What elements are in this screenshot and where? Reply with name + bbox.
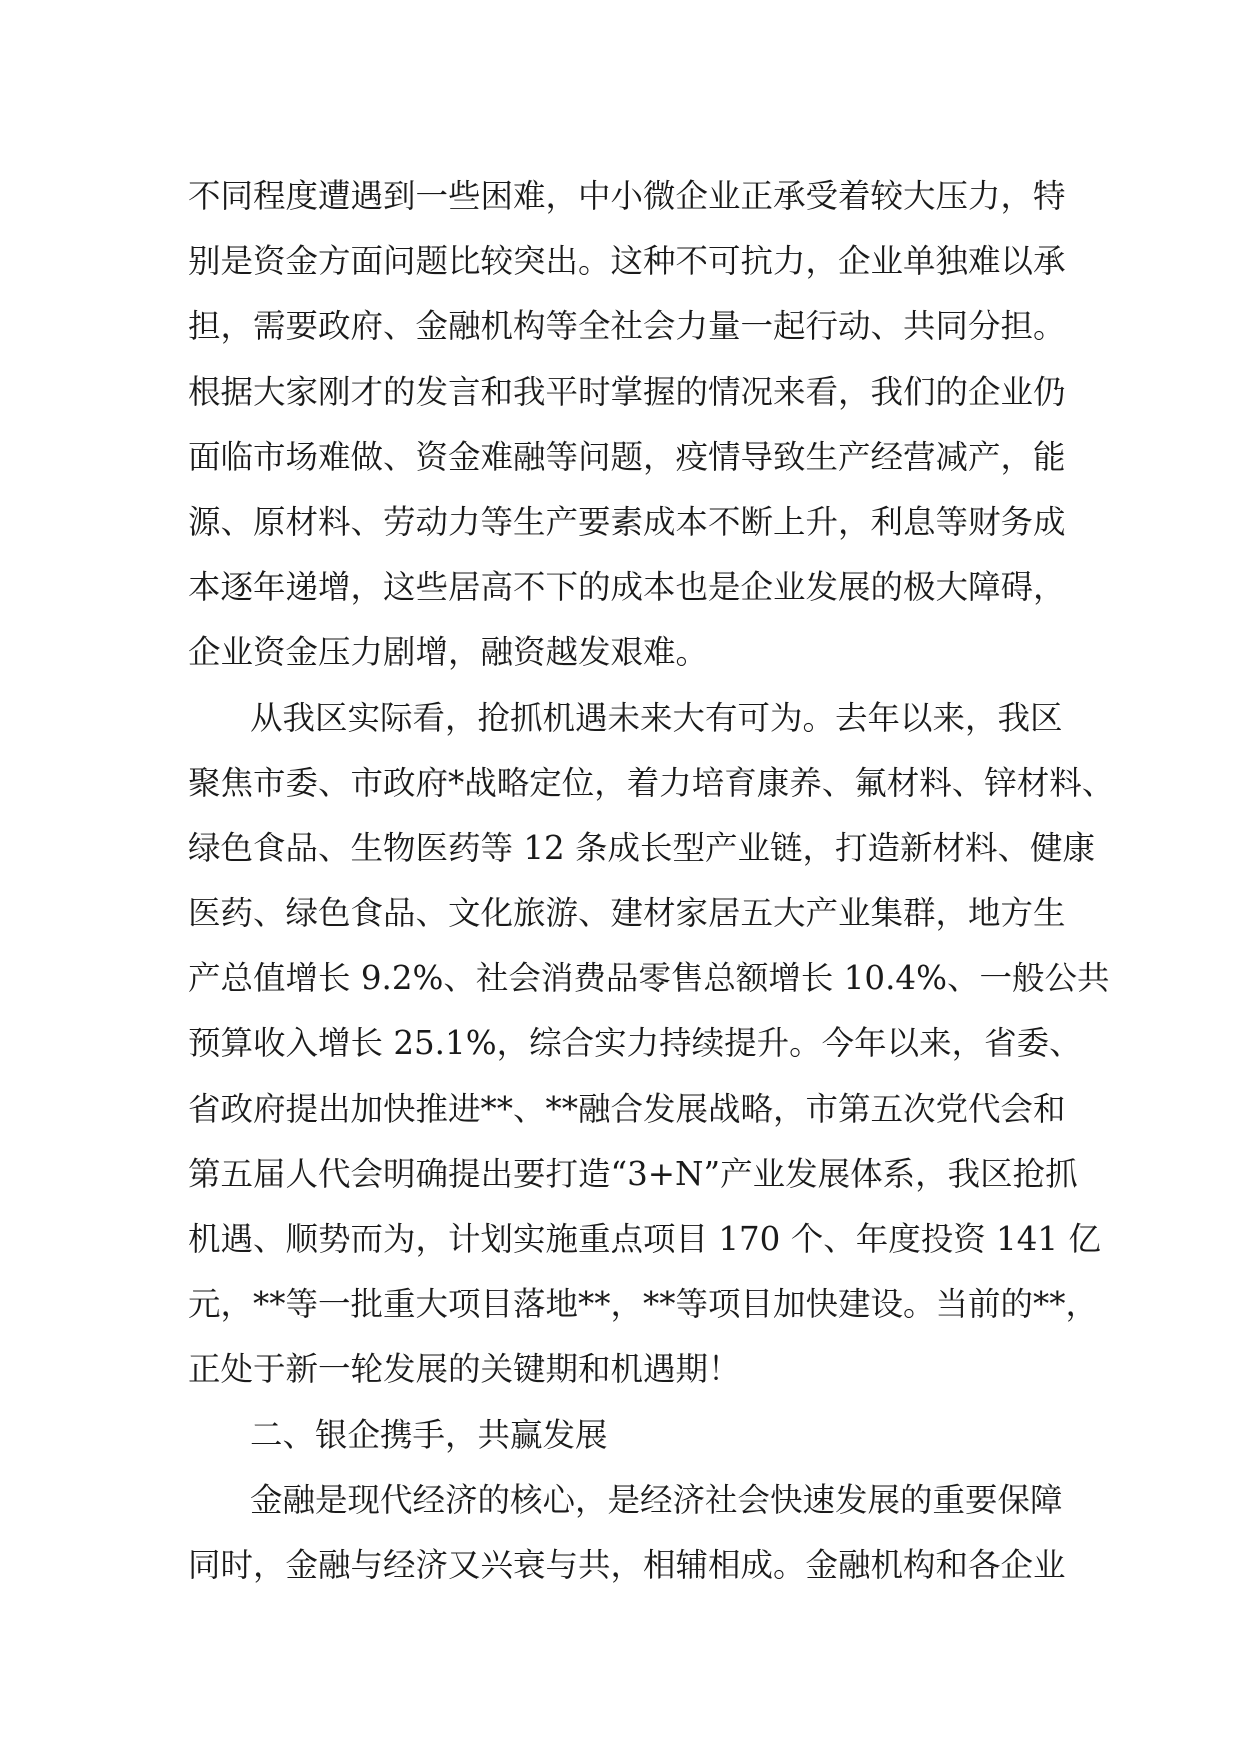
text-line: 面临市场难做、资金难融等问题，疫情导致生产经营减产，能 (188, 437, 1066, 476)
text-line: 同时，金融与经济又兴衰与共，相辅相成。金融机构和各企业 (188, 1545, 1066, 1584)
text-line: 元，**等一批重大项目落地**，**等项目加快建设。当前的**， (188, 1285, 1099, 1324)
body-text (188, 164, 1115, 1598)
text-line: 企业资金压力剧增，融资越发艰难。 (188, 633, 709, 672)
text-line: 本逐年递增，这些居高不下的成本也是企业发展的极大障碍， (188, 568, 1066, 607)
paragraph-start-line: 从我区实际看，抢抓机遇未来大有可为。去年以来，我区 (250, 698, 1063, 737)
text-line: 绿色食品、生物医药等 12 条成长型产业链，打造新材料、健康 (188, 828, 1096, 867)
text-line: 省政府提出加快推进**、**融合发展战略，市第五次党代会和 (188, 1089, 1066, 1128)
text-line: 正处于新一轮发展的关键期和机遇期！ (188, 1350, 741, 1389)
text-line: 聚焦市委、市政府*战略定位，着力培育康养、氟材料、锌材料、 (188, 763, 1115, 802)
text-line: 别是资金方面问题比较突出。这种不可抗力，企业单独难以承 (188, 242, 1066, 281)
section-heading: 二、银企携手，共赢发展 (250, 1415, 608, 1454)
text-line: 担，需要政府、金融机构等全社会力量一起行动、共同分担。 (188, 307, 1066, 346)
text-line: 第五届人代会明确提出要打造“3+N”产业发展体系，我区抢抓 (188, 1154, 1078, 1193)
paragraph-start-line: 金融是现代经济的核心，是经济社会快速发展的重要保障 (250, 1480, 1063, 1519)
text-line: 医药、绿色食品、文化旅游、建材家居五大产业集群，地方生 (188, 894, 1066, 933)
text-line: 预算收入增长 25.1%，综合实力持续提升。今年以来，省委、 (188, 1024, 1082, 1063)
text-line: 产总值增长 9.2%、社会消费品零售总额增长 10.4%、一般公共 (188, 959, 1110, 998)
text-line: 机遇、顺势而为，计划实施重点项目 170 个、年度投资 141 亿 (188, 1220, 1101, 1258)
text-line: 源、原材料、劳动力等生产要素成本不断上升，利息等财务成 (188, 502, 1066, 541)
text-line: 根据大家刚才的发言和我平时掌握的情况来看，我们的企业仍 (188, 372, 1066, 411)
text-line: 不同程度遭遇到一些困难，中小微企业正承受着较大压力，特 (188, 177, 1066, 215)
